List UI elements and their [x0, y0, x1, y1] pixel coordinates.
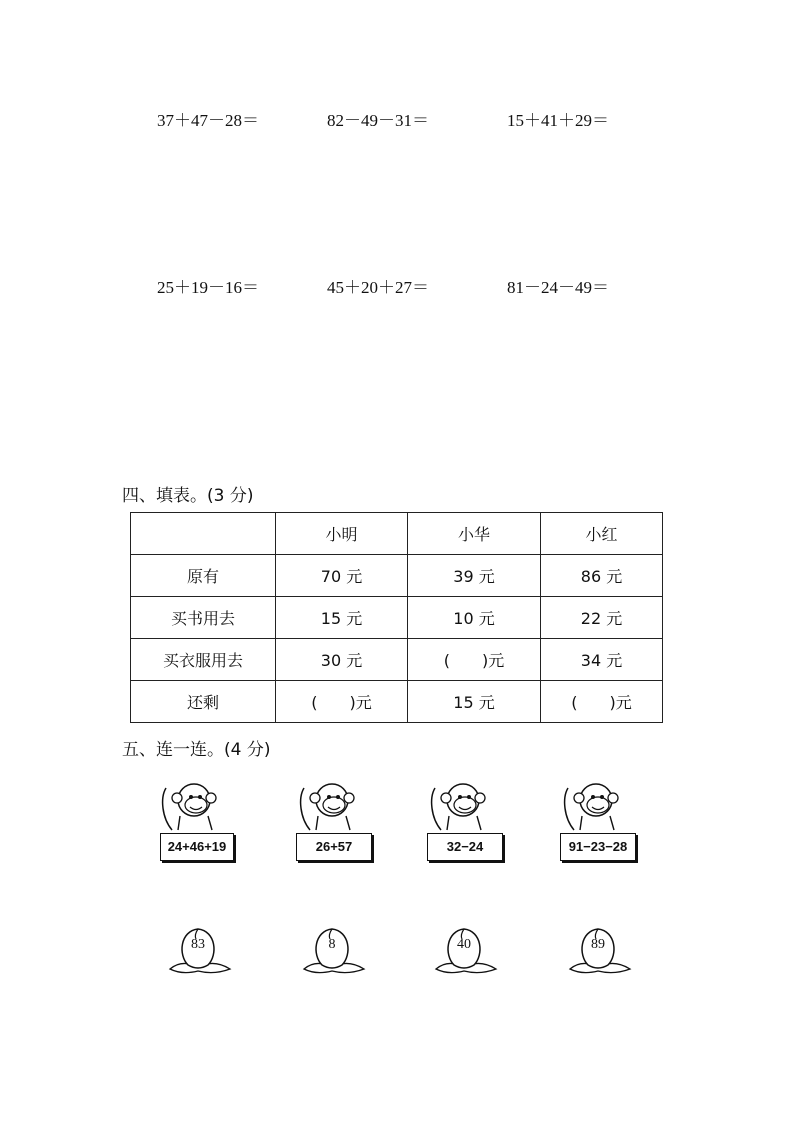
table-row: [131, 639, 663, 681]
monkey-sign-1: 24+46+19: [160, 833, 234, 861]
table-cell: 买书用去: [131, 597, 276, 639]
monkey-card-1[interactable]: [158, 778, 238, 868]
peach-number-1: 83: [191, 937, 205, 952]
peach-card-4[interactable]: [568, 925, 638, 975]
monkey-icon: [427, 778, 507, 838]
monkey-card-4[interactable]: [560, 778, 640, 868]
table-cell: 86 元: [541, 555, 663, 597]
expression-1: 37＋47－28＝: [157, 111, 259, 130]
table-cell: 70 元: [276, 555, 408, 597]
peach-number-2: 8: [328, 937, 336, 952]
table-header-cell: 小红: [541, 513, 663, 555]
expression-2: 82－49－31＝: [327, 111, 429, 130]
monkey-icon: [296, 778, 376, 838]
table-cell: 15 元: [276, 597, 408, 639]
peach-card-2[interactable]: [302, 925, 372, 975]
answer-blank-cell[interactable]: ( )元: [408, 639, 541, 681]
expression-6: 81－24－49＝: [507, 278, 609, 297]
monkey-sign-3: 32−24: [427, 833, 503, 861]
table-header-row: [131, 513, 663, 555]
table-cell: 10 元: [408, 597, 541, 639]
monkey-icon: [158, 778, 238, 838]
table-cell: 买衣服用去: [131, 639, 276, 681]
monkey-card-2[interactable]: [296, 778, 376, 868]
expression-4: 25＋19－16＝: [157, 278, 259, 297]
table-cell: 39 元: [408, 555, 541, 597]
expression-5: 45＋20＋27＝: [327, 278, 429, 297]
table-cell: 原有: [131, 555, 276, 597]
peach-card-3[interactable]: [434, 925, 504, 975]
monkey-icon: [560, 778, 640, 838]
table-row: [131, 597, 663, 639]
answer-blank-cell[interactable]: ( )元: [541, 681, 663, 723]
peach-number-3: 40: [457, 937, 471, 952]
fill-table: [130, 512, 663, 723]
table-cell: 还剩: [131, 681, 276, 723]
answer-blank-cell[interactable]: ( )元: [276, 681, 408, 723]
table-header-cell: 小明: [276, 513, 408, 555]
peach-number-4: 89: [591, 937, 605, 952]
table-cell: 22 元: [541, 597, 663, 639]
table-cell: 34 元: [541, 639, 663, 681]
monkey-card-3[interactable]: [427, 778, 507, 868]
table-row: [131, 555, 663, 597]
expression-3: 15＋41＋29＝: [507, 111, 609, 130]
peach-card-1[interactable]: [168, 925, 238, 975]
section-4-title: 四、填表。(3 分): [122, 486, 254, 506]
monkey-sign-4: 91−23−28: [560, 833, 636, 861]
table-header-cell: 小华: [408, 513, 541, 555]
table-header-cell: [131, 513, 276, 555]
table-cell: 15 元: [408, 681, 541, 723]
monkey-sign-2: 26+57: [296, 833, 372, 861]
table-row: [131, 681, 663, 723]
table-cell: 30 元: [276, 639, 408, 681]
section-5-title: 五、连一连。(4 分): [122, 740, 271, 760]
